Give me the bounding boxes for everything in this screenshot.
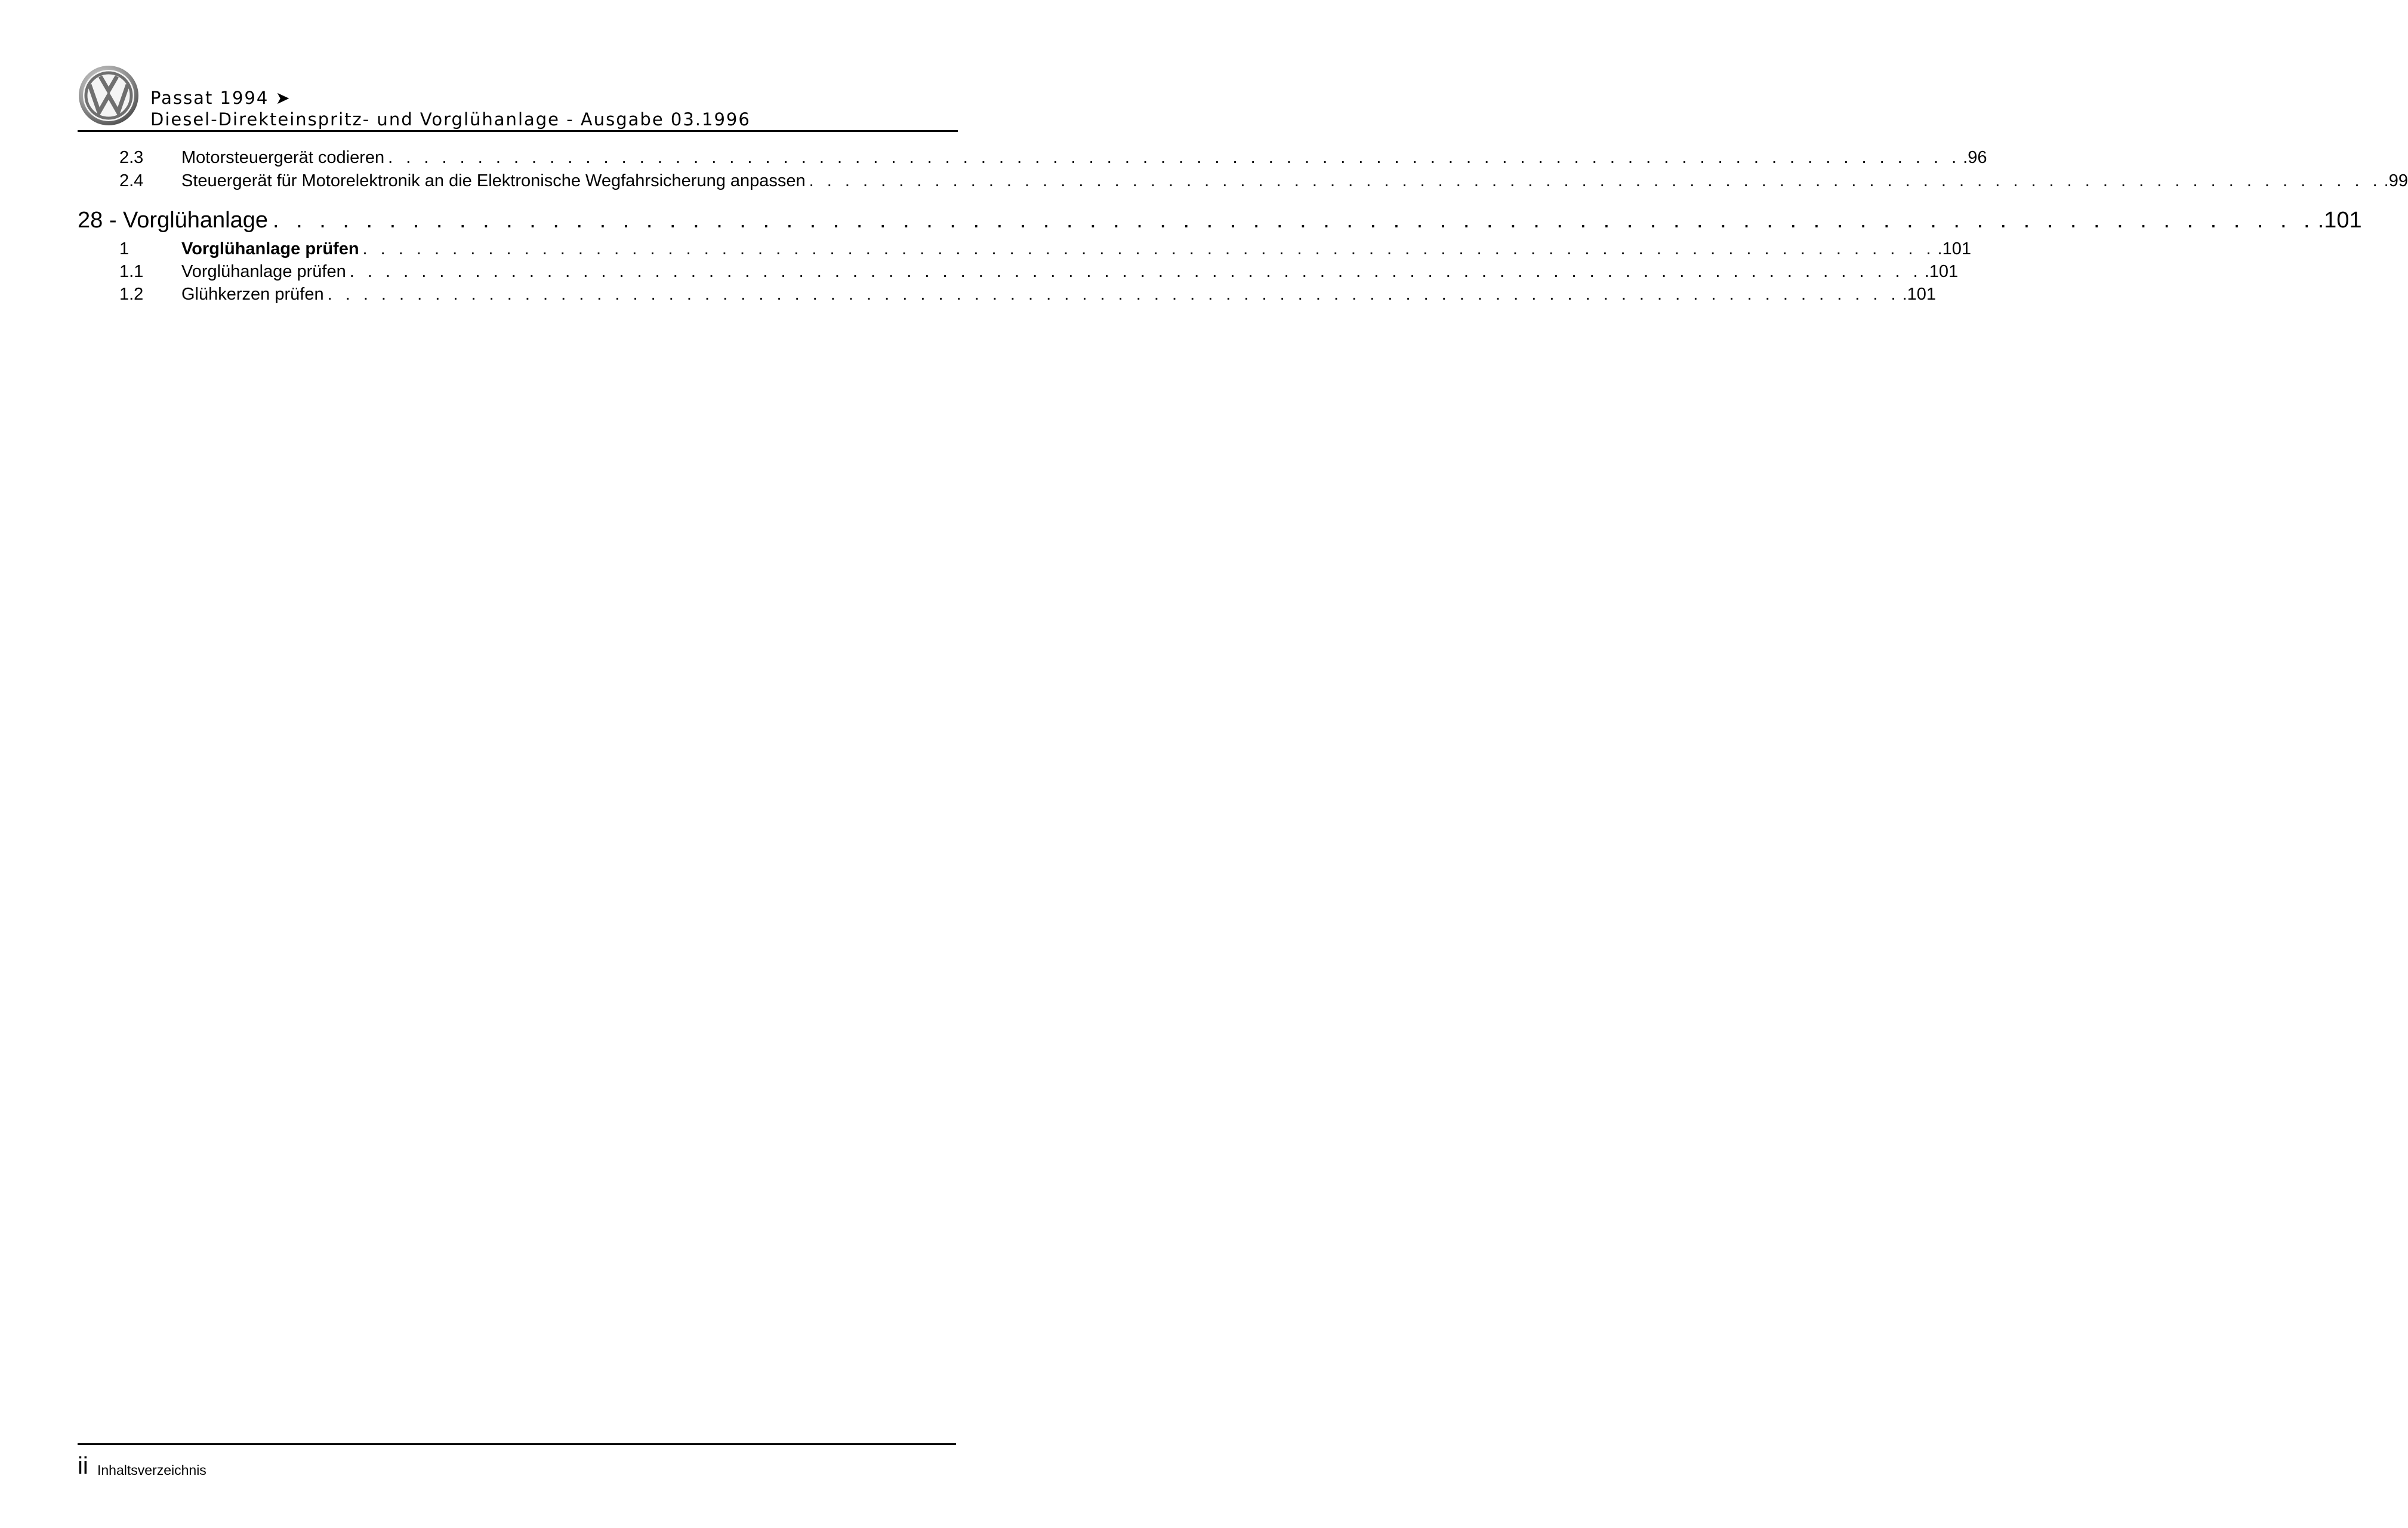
toc-entry[interactable] [119,239,1971,258]
toc-dot-leader: . . . . . . . . . . . . . . . . . . . . . . . . . . . . . . . . . . . . . . . . . . . . . . . . . . . . . . . . . . . . . . . . . . . . . . . . . . . . . . . . . . . . . . . . [349,262,1922,281]
toc-chapter-title: 28 - Vorglühanlage [78,208,269,233]
toc-entry-title: Glühkerzen prüfen [181,285,324,304]
header-rule [78,130,958,132]
toc-entry[interactable] [119,148,1987,167]
toc-entry-page: .101 [1924,262,1959,281]
header-model-title: Passat 1994 ➤ [150,88,291,108]
toc-entry-title: Steuergerät für Motorelektronik an die Elektronische Wegfahrsicherung anpassen [181,171,806,190]
toc-entry-number: 2.4 [119,171,144,190]
footer-section-title: Inhaltsverzeichnis [97,1462,206,1478]
toc-chapter-page: .101 [2317,208,2362,233]
toc-entry-title: Vorglühanlage prüfen [181,239,359,258]
toc-dot-leader: . . . . . . . . . . . . . . . . . . . . . . . . . . . . . . . . . . . . . . . . . . . . . . . . . . . . . . . . . . . . . . . . . . . . . . . . . . . . . . . . . . . . . . . . [362,239,1935,258]
toc-entry-number: 1.2 [119,285,144,304]
toc-entry-number: 1 [119,239,130,258]
footer-rule [78,1443,956,1445]
toc-entry-title: Motorsteuergerät codieren [181,148,385,167]
toc-dot-leader: . . . . . . . . . . . . . . . . . . . . . . . . . . . . . . . . . . . . . . . . . . . . . . . . . . . . . . . . . . . . . . . . . . . . . . . . . . . . . . . . . . . . . . . . [388,148,1961,167]
header-subtitle: Diesel-Direkteinspritz- und Vorglühanlage - Ausgabe 03.1996 [150,109,751,130]
toc-entry[interactable] [119,262,1959,281]
toc-entry-number: 2.3 [119,148,144,167]
toc-entry-page: .96 [1963,148,1987,167]
toc-entry-number: 1.1 [119,262,144,281]
toc-entry-title: Vorglühanlage prüfen [181,262,346,281]
toc-chapter-heading[interactable] [78,208,2362,233]
footer-page-number: ii [78,1453,88,1479]
toc-dot-leader: . . . . . . . . . . . . . . . . . . . . . . . . . . . . . . . . . . . . . . . . . . . . . . . . . . . . . . . . . . . . . . . . . . . . . . . . . . . . . . . . . . . . . . . . [273,208,2315,233]
toc-entry-page: .101 [1937,239,1971,258]
vw-logo-icon [78,64,140,127]
toc-dot-leader: . . . . . . . . . . . . . . . . . . . . . . . . . . . . . . . . . . . . . . . . . . . . . . . . . . . . . . . . . . . . . . . . . . . . . . . . . . . . . . . . . . . . . . . . [809,171,2382,190]
toc-dot-leader: . . . . . . . . . . . . . . . . . . . . . . . . . . . . . . . . . . . . . . . . . . . . . . . . . . . . . . . . . . . . . . . . . . . . . . . . . . . . . . . . . . . . . . . . [327,285,1900,304]
toc-entry[interactable] [119,171,2408,190]
toc-entry[interactable] [119,285,1937,304]
toc-entry-page: .99 [2384,171,2408,190]
toc-entry-page: .101 [1902,285,1937,304]
